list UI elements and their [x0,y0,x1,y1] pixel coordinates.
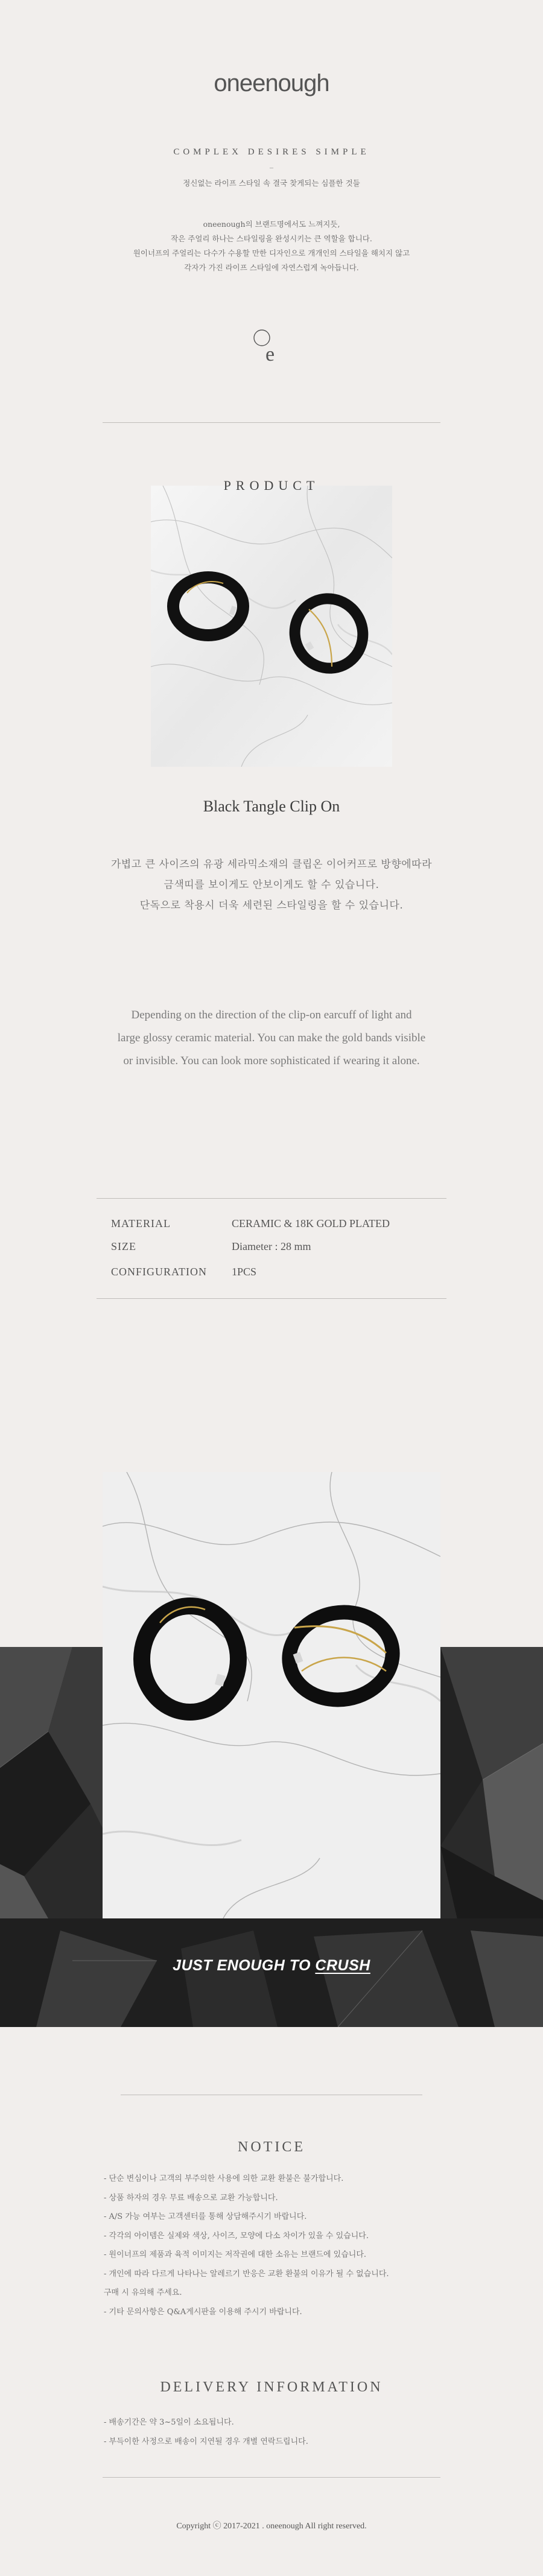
description-line: 단독으로 착용시 더욱 세련된 스타일링을 할 수 있습니다. [139,899,404,912]
description-line: large glossy ceramic material. You can make the gold bands visible [117,1032,426,1044]
brand-mark-icon [247,325,296,373]
divider [103,2477,440,2478]
list-item: - 기타 문의사항은 Q&A게시판을 이용해 주시기 바랍니다. [104,2307,302,2317]
slogan [0,1957,543,1975]
intro-line: 각자가 가진 라이프 스타일에 자연스럽게 녹아듭니다. [184,263,359,272]
description-line: Depending on the direction of the clip-on earcuff of light and [131,1009,412,1021]
list-item: - 상품 하자의 경우 무료 배송으로 교환 가능합니다. [104,2193,278,2203]
list-item: - 원이너프의 제품과 육적 이미지는 저작권에 대한 소유는 브랜드에 있습니다. [104,2250,367,2259]
spec-value-configuration: 1PCS [232,1266,257,1278]
product-section-label: PRODUCT [223,478,320,493]
intro-line: 작은 주얼리 하나는 스타일링을 완성시키는 큰 역할을 합니다. [171,234,372,243]
delivery-title: DELIVERY INFORMATION [160,2379,383,2395]
copyright: Copyright ⓒ 2017-2021 . oneenough All right reserved. [176,2522,367,2531]
slogan-prefix: JUST ENOUGH TO [173,1957,316,1974]
product-description-en [0,1004,543,1073]
divider [97,1298,446,1299]
notice-list [104,2169,389,2321]
spec-key-size: SIZE [111,1240,136,1252]
product-photo-marble [151,486,392,767]
product-photo-large [103,1472,440,1918]
intro-line: oneenough의 브랜드명에서도 느껴지듯, [203,220,340,229]
intro-line: 정신없는 라이프 스타일 속 결국 찾게되는 심플한 것들 [183,179,360,188]
divider [103,422,440,423]
list-item: - 배송기간은 약 3~5일이 소요됩니다. [104,2418,234,2427]
list-item: - 부득이한 사정으로 배송이 지연될 경우 개별 연락드립니다. [104,2437,308,2446]
brand-tagline: COMPLEX DESIRES SIMPLE [173,147,370,157]
product-description-kr [0,854,543,916]
divider [97,1198,446,1199]
description-line: or invisible. You can look more sophisticated if wearing it alone. [123,1055,420,1067]
brand-mark-letter: e [265,343,275,366]
brand-intro-lead [0,176,543,191]
notice-title: NOTICE [238,2139,305,2155]
list-item: - 개인에 따라 다르게 나타나는 알레르기 반응은 교환 환불의 이유가 될 수 없습니다. [104,2269,389,2279]
spec-key-configuration: CONFIGURATION [111,1266,208,1278]
product-title: Black Tangle Clip On [203,798,340,815]
spec-key-material: MATERIAL [111,1217,171,1229]
description-line: 금색띠를 보이게도 안보이게도 할 수 있습니다. [164,879,379,891]
list-item: - A/S 가능 여부는 고객센터를 통해 상담해주시기 바랍니다. [104,2212,307,2221]
spec-value-size: Diameter : 28 mm [232,1240,311,1252]
list-item: - 단순 변심이나 고객의 부주의한 사용에 의한 교환 환불은 불가합니다. [104,2174,344,2183]
intro-line: 원이너프의 주얼리는 다수가 수용할 만한 디자인으로 개개인의 스타일을 해치지 않고 [133,249,410,258]
brand-logo: oneenough [214,70,329,97]
list-item: - 각각의 아이템은 실제와 색상, 사이즈, 모양에 다소 차이가 있을 수 있습니다. [104,2231,369,2241]
brand-intro-body [0,217,543,275]
spec-value-material: CERAMIC & 18K GOLD PLATED [232,1217,390,1229]
tagline-dash: – [270,163,273,171]
delivery-list [104,2413,308,2452]
list-item: 구매 시 유의해 주세요. [104,2288,182,2297]
slogan-emphasis: CRUSH [315,1957,370,1974]
description-line: 가볍고 큰 사이즈의 유광 세라믹소재의 클립온 이어커프로 방향에따라 [110,858,433,871]
